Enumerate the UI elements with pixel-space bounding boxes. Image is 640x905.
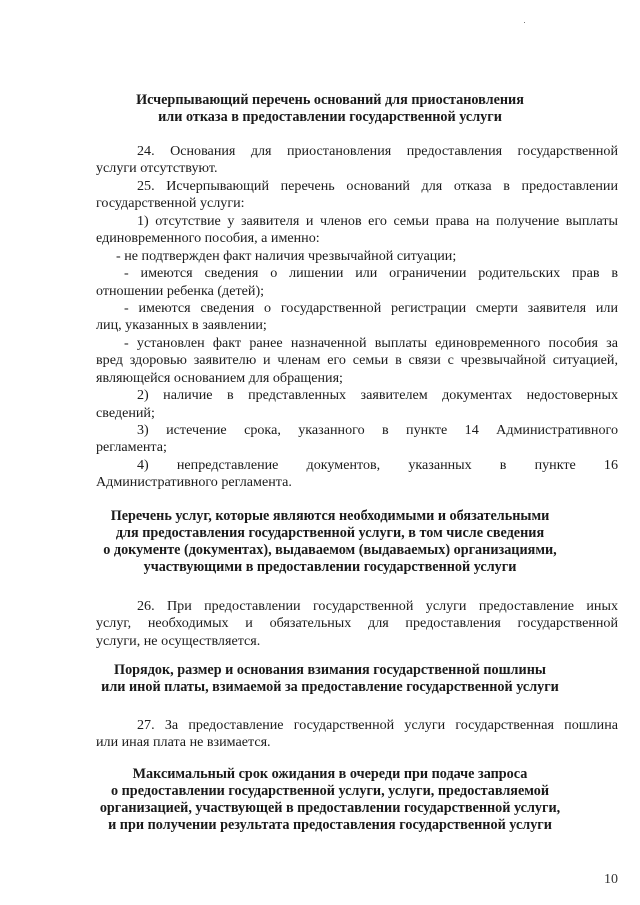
paragraph-25-line: государственной услуги: <box>96 195 245 211</box>
refusal-item-1-line: 1) отсутствие у заявителя и членов его семьи права на получение выплаты <box>137 213 618 229</box>
heading-line: организацией, участвующей в предоставлении государственной услуги, <box>99 800 561 816</box>
heading-line: Максимальный срок ожидания в очереди при подаче запроса <box>132 766 528 782</box>
heading-line: или иной платы, взимаемой за предоставление государственной услуги <box>101 679 559 695</box>
heading-line: о предоставлении государственной услуги, услуги, предоставляемой <box>110 783 550 799</box>
refusal-item-1-line: единовременного пособия, а именно: <box>96 230 320 246</box>
section-heading-state-fee <box>92 662 568 696</box>
paragraph-24-line: 24. Основания для приостановления предоставления государственной <box>137 143 618 159</box>
heading-line: и при получении результата предоставления государственной услуги <box>108 817 552 833</box>
refusal-subitem-line: являющейся основанием для обращения; <box>96 370 343 386</box>
paragraph-26-line: услуги, не осуществляется. <box>96 633 261 649</box>
page-number: 10 <box>604 872 618 887</box>
refusal-subitem-line: - не подтвержден факт наличия чрезвычайной ситуации; <box>116 248 457 264</box>
refusal-subitem-line: - имеются сведения о государственной регистрации смерти заявителя или <box>124 300 618 316</box>
scan-speck <box>524 22 525 23</box>
heading-line: Исчерпывающий перечень оснований для приостановления <box>136 92 524 108</box>
section-heading-required-services <box>92 508 568 576</box>
paragraph-27-line: или иная плата не взимается. <box>96 734 271 750</box>
paragraph-26-line: услуг, необходимых и обязательных для предоставления государственной <box>96 615 618 631</box>
refusal-subitem-line: - имеются сведения о лишении или ограничении родительских прав в <box>124 265 618 281</box>
refusal-subitem-line: - установлен факт ранее назначенной выплаты единовременного пособия за <box>124 335 618 351</box>
refusal-item-4-line: 4) непредставление документов, указанных в пункте 16 <box>137 457 618 473</box>
refusal-subitem-line: лиц, указанных в заявлении; <box>96 317 267 333</box>
refusal-item-2-line: сведений; <box>96 405 155 421</box>
refusal-item-4-line: Административного регламента. <box>96 474 292 490</box>
refusal-item-3-line: регламента; <box>96 439 167 455</box>
paragraph-25-line: 25. Исчерпывающий перечень оснований для отказа в предоставлении <box>137 178 618 194</box>
refusal-item-2-line: 2) наличие в представленных заявителем документах недостоверных <box>137 387 618 403</box>
heading-line: или отказа в предоставлении государственной услуги <box>158 109 502 125</box>
heading-line: Перечень услуг, которые являются необходимыми и обязательными <box>110 508 550 524</box>
paragraph-24-line: услуги отсутствуют. <box>96 160 218 176</box>
heading-line: для предоставления государственной услуги, в том числе сведения <box>115 525 545 541</box>
heading-line: участвующими в предоставлении государственной услуги <box>143 559 517 575</box>
refusal-item-3-line: 3) истечение срока, указанного в пункте 14 Административного <box>137 422 618 438</box>
section-heading-suspension-refusal <box>92 92 568 126</box>
refusal-subitem-line: отношении ребенка (детей); <box>96 283 265 299</box>
heading-line: Порядок, размер и основания взимания государственной пошлины <box>114 662 546 678</box>
refusal-subitem-line: вред здоровью заявителю и членам его семьи в связи с чрезвычайной ситуацией, <box>96 352 618 368</box>
heading-line: о документе (документах), выдаваемом (выдаваемых) организациями, <box>103 542 557 558</box>
section-heading-queue-time <box>92 766 568 834</box>
paragraph-26-line: 26. При предоставлении государственной услуги предоставление иных <box>137 598 618 614</box>
paragraph-27-line: 27. За предоставление государственной услуги государственная пошлина <box>137 717 618 733</box>
